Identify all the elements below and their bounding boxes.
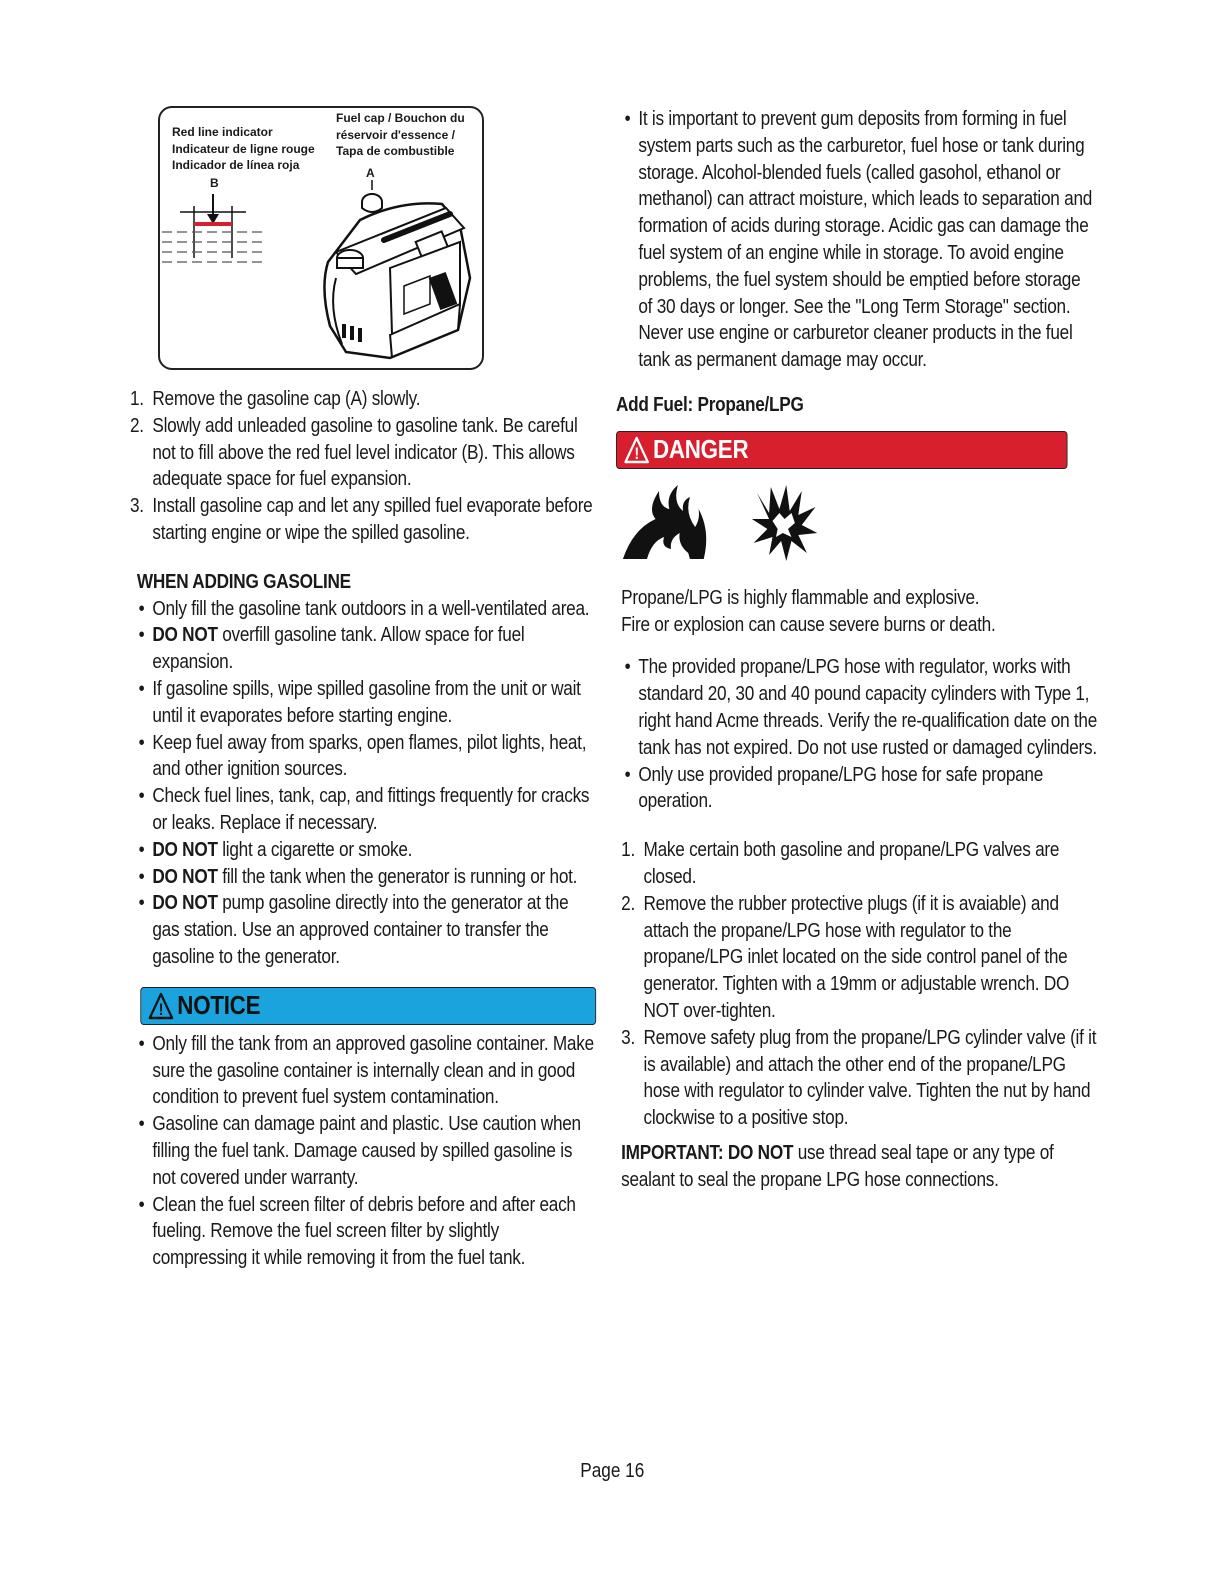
notice-banner xyxy=(140,987,596,1025)
red-line-label: Red line indicator Indicateur de ligne rouge Indicador de línea roja xyxy=(172,125,315,172)
propane-heading: Add Fuel: Propane/LPG xyxy=(616,393,804,416)
list-item: • Only fill the gasoline tank outdoors in a well-ventilated area. xyxy=(130,596,594,623)
list-item: 2. Remove the rubber protective plugs (if it is avaiable) and attach the propane/LPG hose with regulator to the propane/LPG inlet located on the side control panel of the generator. Tighten with a 19mm or adjustable wrench. DO NOT over-tighten. xyxy=(621,892,1070,1022)
list-item: 2. Slowly add unleaded gasoline to gasoline tank. Be careful not to fill above the red fuel level indicator (B). This allows adequate space for fuel expansion. xyxy=(130,414,578,491)
danger-message xyxy=(621,585,1097,639)
list-item: • If gasoline spills, wipe spilled gasoline from the unit or wait until it evaporates before starting engine. xyxy=(130,676,594,730)
list-item: • Only fill the tank from an approved gasoline container. Make sure the gasoline container is internally clean and in good condition to prevent fuel system contamination. xyxy=(130,1031,594,1111)
gum-deposit-bullets xyxy=(616,106,1098,374)
danger-line-1: Propane/LPG is highly flammable and explosive. xyxy=(621,586,980,609)
list-item: • DO NOT light a cigarette or smoke. xyxy=(130,837,594,864)
propane-steps xyxy=(621,837,1097,1132)
list-item: 3. Install gasoline cap and let any spilled fuel evaporate before starting engine or wipe the spilled gasoline. xyxy=(130,495,593,544)
list-item: • DO NOT fill the tank when the generator is running or hot. xyxy=(130,864,594,891)
fuel-cap-letter: A xyxy=(366,166,375,180)
list-item: • Gasoline can damage paint and plastic. Use caution when filling the fuel tank. Damage caused by spilled gasoline is not covered under warranty. xyxy=(130,1111,594,1191)
when-adding-gasoline-heading: WHEN ADDING GASOLINE xyxy=(136,570,351,593)
fuel-cap-label: Fuel cap / Bouchon du réservoir d'essence / Tapa de combustible xyxy=(336,111,465,158)
danger-label: DANGER xyxy=(652,434,749,465)
right-column xyxy=(616,106,1098,1194)
list-item: • Check fuel lines, tank, cap, and fittings frequently for cracks or leaks. Replace if necessary. xyxy=(130,783,594,837)
left-column xyxy=(130,386,594,1272)
notice-bullets xyxy=(130,1031,594,1272)
list-item: • The provided propane/LPG hose with regulator, works with standard 20, 30 and 40 pound capacity cylinders with Type 1, right hand Acme threads. Verify the re-qualification date on the tank has not expired. Do not use rusted or damaged cylinders. xyxy=(616,654,1098,761)
svg-text:!: ! xyxy=(634,444,639,464)
important-note: IMPORTANT: DO NOT use thread seal tape or any type of sealant to seal the propane LPG hose connections. xyxy=(621,1141,1054,1191)
danger-banner xyxy=(616,431,1068,469)
list-item: 3. Remove safety plug from the propane/LPG cylinder valve (if it is available) and attach the other end of the propane/LPG hose with regulator to cylinder valve. Tighten the nut by hand clockwise to a positive stop. xyxy=(621,1026,1097,1130)
gasoline-steps xyxy=(130,386,594,547)
warning-triangle-icon xyxy=(624,436,650,464)
page-number: Page 16 xyxy=(579,1460,645,1482)
list-item: • Clean the fuel screen filter of debris before and after each fueling. Remove the fuel screen filter by slightly compressing it while removing it from the fuel tank. xyxy=(130,1192,594,1272)
list-item: • DO NOT pump gasoline directly into the generator at the gas station. Use an approved container to transfer the gasoline to the generator. xyxy=(130,890,594,970)
hazard-icons xyxy=(621,483,1097,561)
list-item: • Only use provided propane/LPG hose for safe propane operation. xyxy=(616,762,1098,816)
propane-bullets xyxy=(616,654,1098,815)
notice-label: NOTICE xyxy=(177,990,261,1021)
red-line-letter: B xyxy=(210,176,219,190)
danger-line-2: Fire or explosion can cause severe burns or death. xyxy=(621,613,996,636)
list-item: 1. Remove the gasoline cap (A) slowly. xyxy=(130,388,421,410)
flame-icon xyxy=(621,483,716,561)
list-item: • Keep fuel away from sparks, open flames, pilot lights, heat, and other ignition sources. xyxy=(130,730,594,784)
list-item: 1. Make certain both gasoline and propane/LPG valves are closed. xyxy=(621,839,1060,888)
warning-triangle-icon xyxy=(148,992,174,1020)
generator-illustration xyxy=(160,108,482,368)
explosion-icon xyxy=(750,483,819,561)
svg-text:!: ! xyxy=(158,1000,164,1020)
list-item: • DO NOT overfill gasoline tank. Allow space for fuel expansion. xyxy=(130,622,594,676)
when-adding-bullets xyxy=(130,596,594,971)
list-item: • It is important to prevent gum deposits from forming in fuel system parts such as the carburetor, fuel hose or tank during storage. Alcohol-blended fuels (called gasohol, ethanol or methanol) can attract moisture, which leads to separation and formation of acids during storage. Acidic gas can damage the fuel system of an engine while in storage. To avoid engine problems, the fuel system should be emptied before storage of 30 days or longer. See the "Long Term Storage" section. Never use engine or carburetor cleaner products in the fuel tank as permanent damage may occur. xyxy=(616,106,1098,374)
fuel-fill-figure xyxy=(158,106,484,370)
